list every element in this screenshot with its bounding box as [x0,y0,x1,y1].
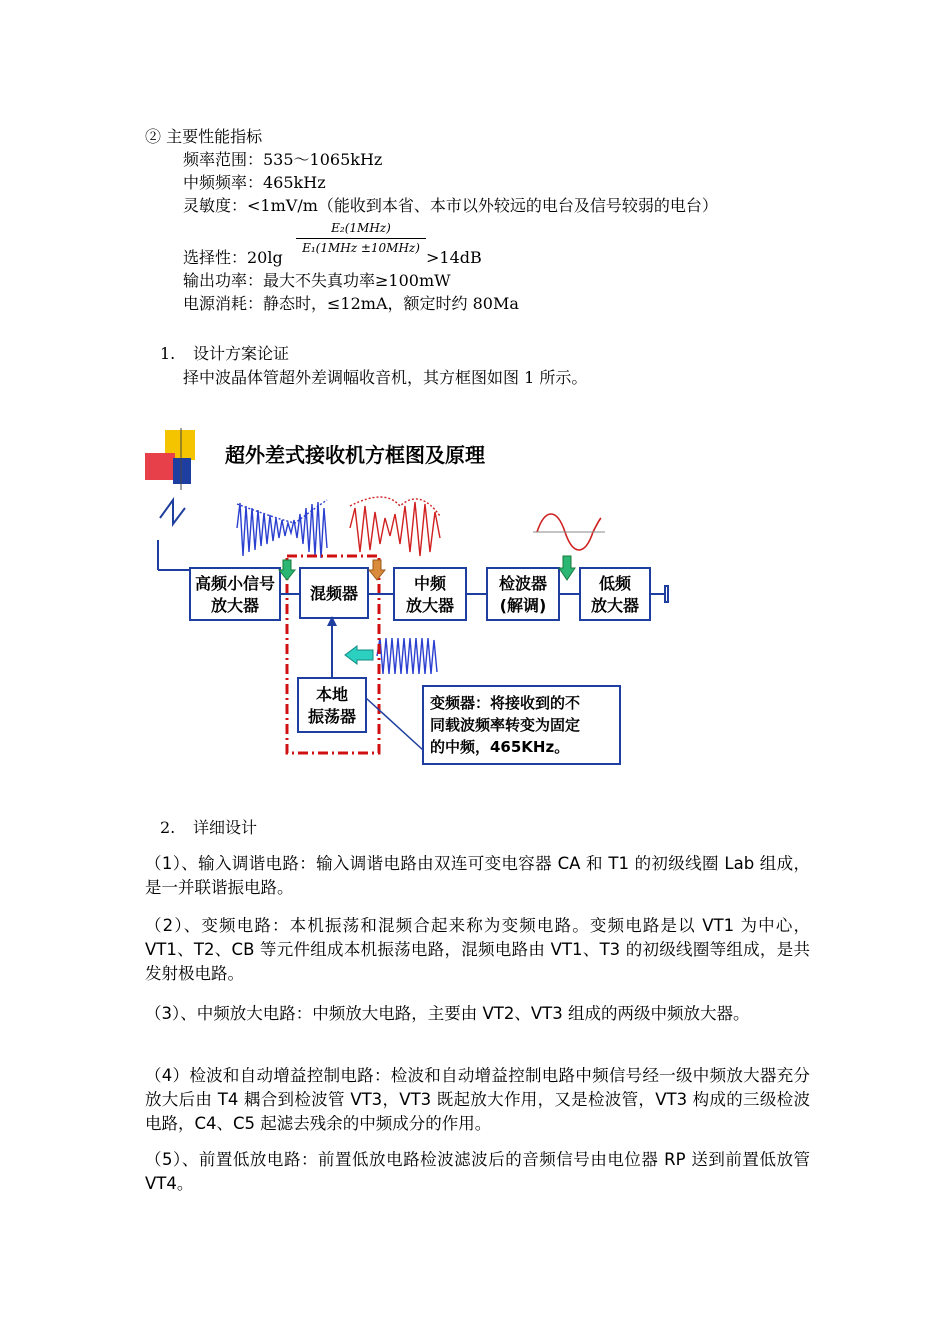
svg-text:检波器: 检波器 [498,574,548,593]
block-if-amplifier [394,568,466,620]
detail-paragraph-detector-agc: （4）检波和自动增益控制电路：检波和自动增益控制电路中频信号经一级中频放大器充分放大后由 T4 耦合到检波管 VT3，VT3 既起放大作用，又是检波管，VT3 构成的三级检波电路，C4、C5 起滤去残余的中频成分的作用。 [145,1066,810,1133]
selectivity-numerator: E₂(1MHz) [331,221,391,235]
detail-paragraph-preamp: （5）、前置低放电路：前置低放电路检波滤波后的音频信号由电位器 RP 送到前置低放管 VT4。 [145,1150,810,1193]
svg-text:低频: 低频 [598,574,632,593]
detail-paragraph-if-amplifier: （3）、中频放大电路：中频放大电路，主要由 VT2、VT3 组成的两级中频放大器。 [145,1004,750,1023]
antenna-icon [160,500,185,524]
spec-frequency-range: 频率范围：535～1065kHz [183,150,383,169]
spec-sensitivity: 灵敏度：<1mV/m（能收到本省、本市以外较远的电台及信号较弱的电台） [183,196,718,215]
callout-leader [366,698,423,750]
carrier-arrow [345,646,373,664]
detail-paragraph-converter: （2）、变频电路：本机振荡和混频合起来称为变频电路。变频电路是以 VT1 为中心，VT1、T2、CB 等元件组成本机振荡电路，混频电路由 VT1、T3 的初级线圈等组成，是共发射极电路。 [145,916,810,983]
am-waveform-red [350,497,440,556]
svg-text:振荡器: 振荡器 [307,707,357,726]
figure-title: 超外差式接收机方框图及原理 [225,443,485,467]
svg-text:高频小信号: 高频小信号 [194,574,276,593]
am-waveform-blue [237,500,327,558]
callout-line-2: 同载波频率转变为固定 [430,716,581,734]
section2-title: 详细设计 [193,818,258,837]
block-af-amplifier [580,568,650,620]
svg-text:放大器: 放大器 [405,596,455,615]
spec-selectivity-label: 选择性：20lg [183,248,283,267]
section2-number: 2. [160,818,176,837]
selectivity-denominator: E₁(1MHz ±10MHz) [302,241,420,255]
svg-text:(解调): (解调) [499,596,547,615]
callout-line-3: 的中频，465KHz。 [430,738,570,756]
spec-selectivity-value: >14dB [426,248,482,267]
fraction-bar [296,238,426,239]
svg-text:放大器: 放大器 [210,596,260,615]
specs-heading: ② 主要性能指标 [145,127,263,146]
block-local-oscillator [298,678,366,732]
block-rf-amplifier [190,568,280,620]
svg-text:中频: 中频 [413,574,447,593]
svg-text:混频器: 混频器 [309,584,359,603]
speaker-icon [665,586,668,602]
orange-arrow [369,560,385,580]
svg-text:本地: 本地 [315,685,349,704]
section1-title: 设计方案论证 [193,344,290,363]
audio-sine-wave [533,514,605,550]
section1-number: 1. [160,344,176,363]
block-mixer [300,568,368,618]
spec-output-power: 输出功率：最大不失真功率≥100mW [183,271,451,290]
detail-paragraph-input-tuning: （1）、输入调谐电路：输入调谐电路由双连可变电容器 CA 和 T1 的初级线圈 Lab 组成，是一并联谐振电路。 [145,854,810,897]
block-detector [487,568,559,620]
spec-power-consumption: 电源消耗：静态时，≤12mA，额定时约 80Ma [183,294,519,313]
block-diagram-figure [145,428,670,773]
section1-body: 择中波晶体管超外差调幅收音机，其方框图如图 1 所示。 [183,368,588,387]
spec-if-frequency: 中频频率：465kHz [183,173,326,192]
callout-line-1: 变频器：将接收到的不 [430,694,581,712]
svg-text:放大器: 放大器 [590,596,640,615]
lo-carrier-waveform [377,638,437,674]
